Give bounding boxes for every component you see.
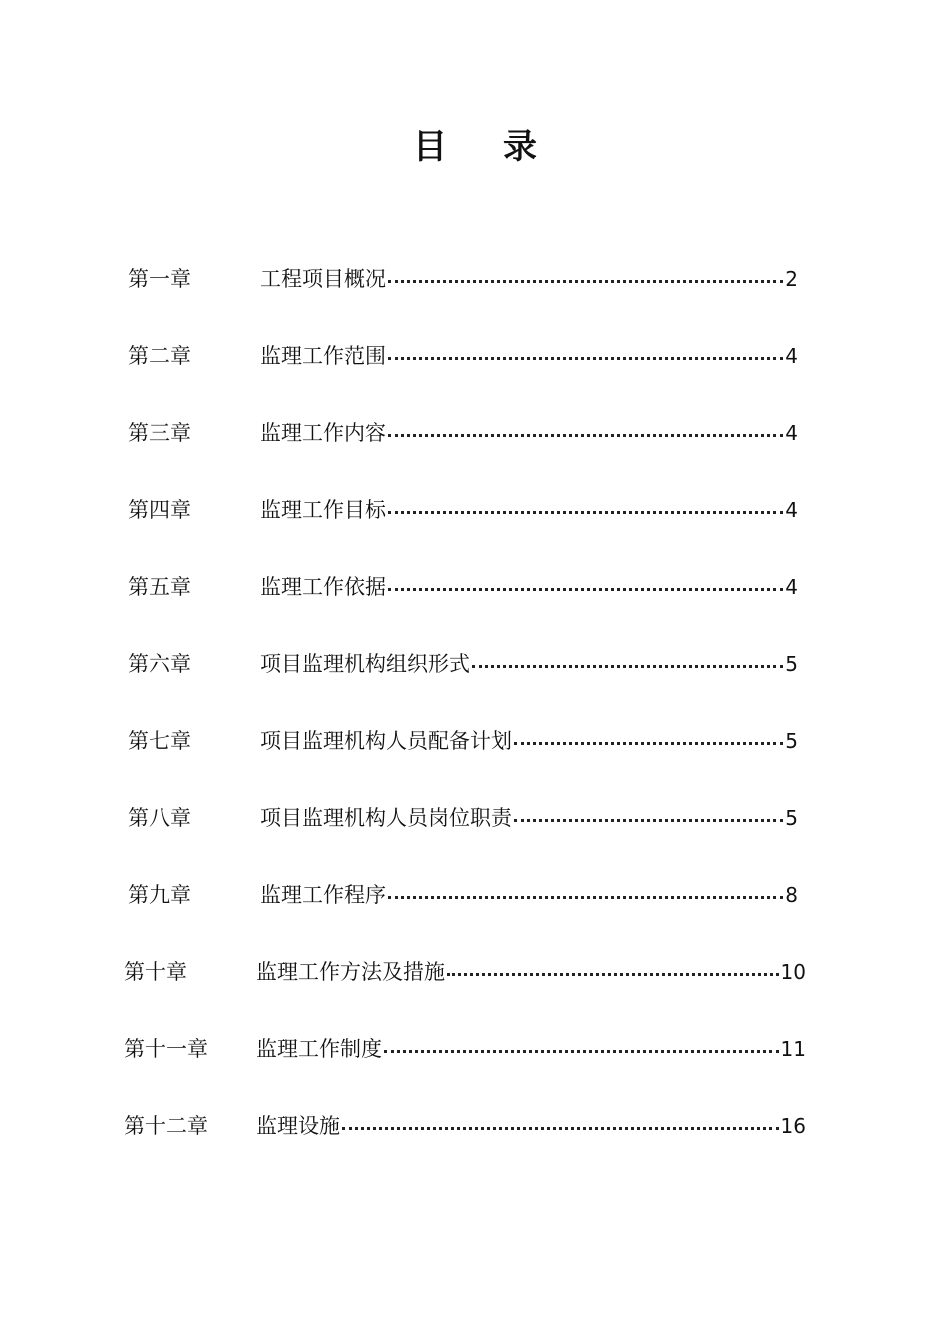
toc-entry[interactable]	[128, 717, 798, 765]
dot-leader	[514, 819, 783, 822]
page-number: 11	[780, 1037, 806, 1061]
chapter-title: 监理工作制度	[256, 1037, 382, 1061]
chapter-number: 第二章	[128, 344, 191, 368]
toc-entry[interactable]	[128, 563, 798, 611]
toc-entry[interactable]	[128, 486, 798, 534]
chapter-title: 监理工作目标	[260, 498, 386, 522]
chapter-number: 第十一章	[124, 1037, 208, 1061]
chapter-title: 监理设施	[256, 1114, 340, 1138]
chapter-title: 项目监理机构人员岗位职责	[260, 806, 512, 830]
chapter-title: 监理工作内容	[260, 421, 386, 445]
dot-leader	[388, 588, 783, 591]
page-number: 4	[785, 344, 798, 368]
page-number: 5	[785, 652, 798, 676]
page-number: 2	[785, 267, 798, 291]
dot-leader	[388, 896, 783, 899]
dot-leader	[384, 1050, 779, 1053]
toc-entry[interactable]	[124, 948, 806, 996]
dot-leader	[388, 434, 783, 437]
page-number: 5	[785, 729, 798, 753]
toc-entry[interactable]	[128, 255, 798, 303]
toc-entry[interactable]	[124, 1102, 806, 1150]
chapter-title: 监理工作方法及措施	[256, 960, 445, 984]
chapter-number: 第八章	[128, 806, 191, 830]
chapter-number: 第三章	[128, 421, 191, 445]
chapter-title: 工程项目概况	[260, 267, 386, 291]
chapter-number: 第九章	[128, 883, 191, 907]
toc-entry[interactable]	[128, 794, 798, 842]
chapter-number: 第七章	[128, 729, 191, 753]
dot-leader	[388, 511, 783, 514]
chapter-number: 第十二章	[124, 1114, 208, 1138]
toc-entry[interactable]	[128, 409, 798, 457]
chapter-title: 监理工作范围	[260, 344, 386, 368]
page-number: 4	[785, 575, 798, 599]
dot-leader	[388, 357, 783, 360]
page-number: 10	[780, 960, 806, 984]
chapter-number: 第十章	[124, 960, 187, 984]
toc-entry[interactable]	[128, 640, 798, 688]
chapter-number: 第五章	[128, 575, 191, 599]
chapter-title: 项目监理机构组织形式	[260, 652, 470, 676]
chapter-number: 第四章	[128, 498, 191, 522]
dot-leader	[514, 742, 783, 745]
dot-leader	[447, 973, 779, 976]
chapter-number: 第一章	[128, 267, 191, 291]
page-number: 5	[785, 806, 798, 830]
page-number: 4	[785, 421, 798, 445]
chapter-number: 第六章	[128, 652, 191, 676]
toc-entry[interactable]	[128, 871, 798, 919]
dot-leader	[472, 665, 783, 668]
dot-leader	[388, 280, 783, 283]
toc-title: 目录	[413, 127, 593, 167]
dot-leader	[342, 1127, 779, 1130]
chapter-title: 项目监理机构人员配备计划	[260, 729, 512, 753]
page-number: 4	[785, 498, 798, 522]
page-number: 16	[780, 1114, 806, 1138]
chapter-title: 监理工作程序	[260, 883, 386, 907]
toc-entry[interactable]	[128, 332, 798, 380]
page-number: 8	[785, 883, 798, 907]
chapter-title: 监理工作依据	[260, 575, 386, 599]
toc-entry[interactable]	[124, 1025, 806, 1073]
